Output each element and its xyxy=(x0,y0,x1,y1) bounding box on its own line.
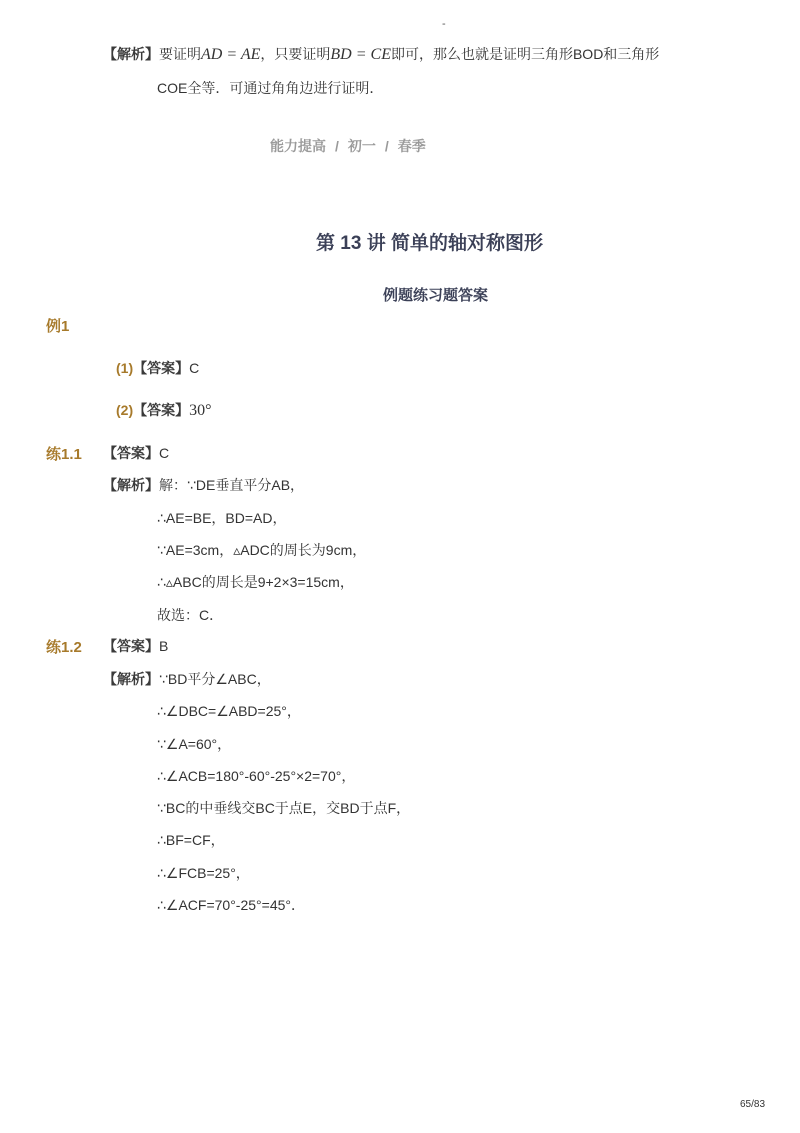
breadcrumb-separator: / xyxy=(335,138,339,154)
analysis-step: 故选：C． xyxy=(157,607,224,623)
breadcrumb-item: 能力提高 xyxy=(270,138,326,154)
analysis-step: ∴∠DBC=∠ABD=25°， xyxy=(157,703,301,719)
analysis-label: 【解析】 xyxy=(103,477,159,493)
practice-answer xyxy=(103,443,169,463)
item-number: (2) xyxy=(116,402,134,418)
example-item xyxy=(116,400,212,420)
analysis-text: ，只要证明 xyxy=(260,46,331,62)
analysis-text: 要证明 xyxy=(159,46,201,62)
section-title: 例题练习题答案 xyxy=(383,287,489,304)
practice-answer xyxy=(103,636,168,656)
analysis-step: ∴∠ACF=70°-25°=45°． xyxy=(157,897,305,913)
analysis-step: ∴∠ACB=180°-60°-25°×2=70°， xyxy=(157,768,356,784)
breadcrumb-item: 春季 xyxy=(397,138,426,154)
breadcrumb-item: 初一 xyxy=(347,138,376,154)
example-item xyxy=(116,358,199,378)
page-number: 65/83 xyxy=(740,1099,766,1110)
answer-label: 【答案】 xyxy=(103,638,159,654)
analysis-label: 【解析】 xyxy=(103,671,159,687)
chapter-title: 第 13 讲 简单的轴对称图形 xyxy=(316,233,543,254)
analysis-step: ∵BD平分∠ABC， xyxy=(159,671,271,687)
math-expression: BD = CE xyxy=(330,46,391,63)
analysis-step: ∵∠A=60°， xyxy=(157,736,232,752)
top-mark: - xyxy=(442,18,446,30)
answer-value: C xyxy=(189,360,200,376)
prev-analysis-line1 xyxy=(103,44,659,64)
analysis-text: 即可，那么也就是证明三角形BOD和三角形 xyxy=(390,46,660,62)
analysis-step: 解：∵DE垂直平分AB， xyxy=(159,477,305,493)
analysis-step: ∵AE=3cm，▵ADC的周长为9cm， xyxy=(157,542,367,558)
analysis-step: ∴∠FCB=25°， xyxy=(157,865,250,881)
practice-heading: 练1.2 xyxy=(46,639,82,656)
answer-value: 30° xyxy=(189,402,212,419)
item-number: (1) xyxy=(116,360,134,376)
answer-value: B xyxy=(159,638,169,654)
practice-analysis xyxy=(103,475,304,495)
answer-label: 【答案】 xyxy=(103,445,159,461)
practice-analysis xyxy=(103,669,271,689)
math-expression: AD = AE xyxy=(201,46,261,63)
example-heading: 例1 xyxy=(46,318,70,335)
breadcrumb-separator: / xyxy=(384,138,389,154)
breadcrumb xyxy=(270,136,426,156)
analysis-label: 【解析】 xyxy=(103,46,159,62)
practice-heading: 练1.1 xyxy=(46,446,82,463)
answer-label: 【答案】 xyxy=(133,360,190,376)
analysis-step: ∴BF=CF， xyxy=(157,832,225,848)
analysis-step: ∵BC的中垂线交BC于点E，交BD于点F， xyxy=(157,800,411,816)
analysis-step: ∴▵ABC的周长是9+2×3=15cm， xyxy=(157,574,354,590)
answer-label: 【答案】 xyxy=(133,402,190,418)
prev-analysis-line2: COE全等．可通过角角边进行证明． xyxy=(157,80,384,96)
answer-value: C xyxy=(159,445,170,461)
analysis-step: ∴AE=BE，BD=AD， xyxy=(157,510,287,526)
